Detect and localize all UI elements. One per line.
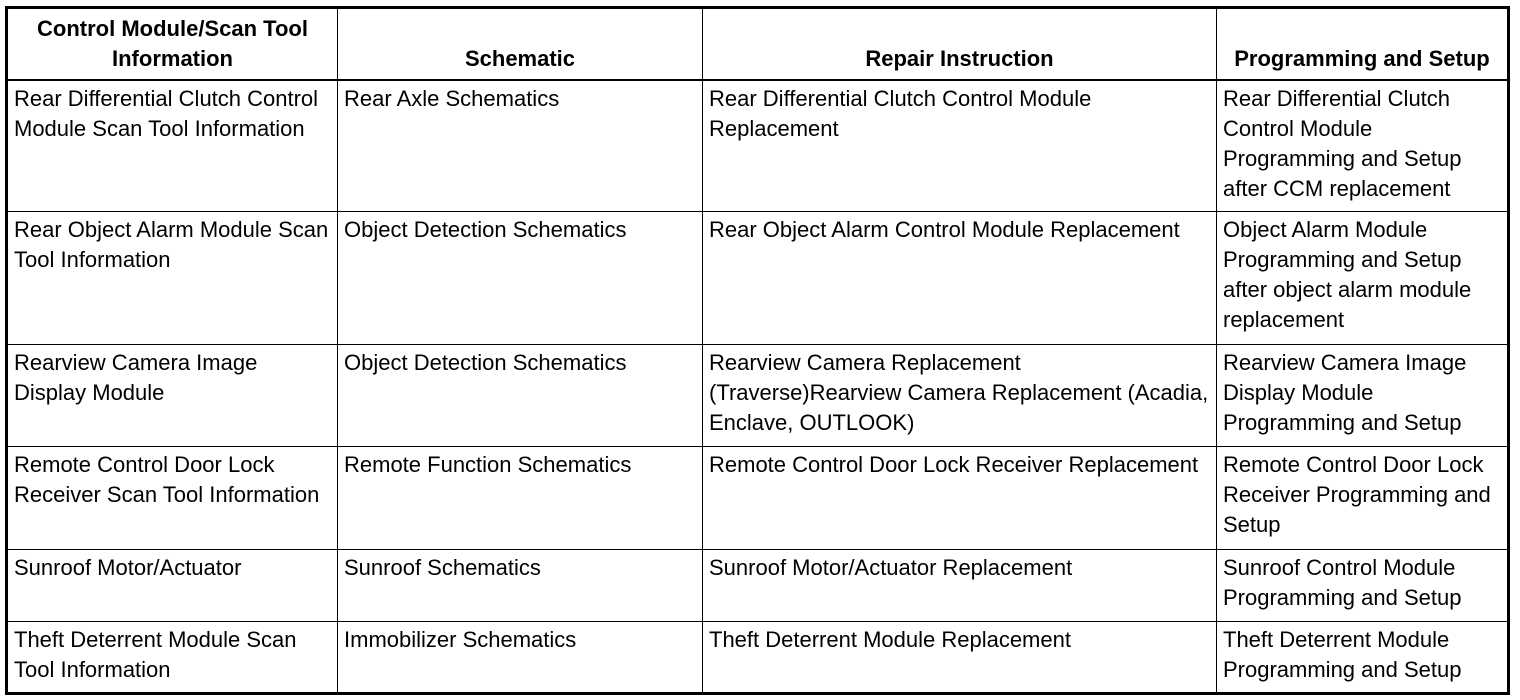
cell-programming-link[interactable]: Rearview Camera Image Display Module Programming and Setup: [1217, 345, 1509, 447]
cell-repair-instruction-link[interactable]: Rear Object Alarm Control Module Replacement: [703, 212, 1217, 345]
cell-schematic-link[interactable]: Object Detection Schematics: [338, 345, 703, 447]
table-row: [7, 550, 1509, 622]
cell-schematic-link[interactable]: Immobilizer Schematics: [338, 622, 703, 694]
module-reference-table: [5, 6, 1510, 695]
cell-programming-link[interactable]: Theft Deterrent Module Programming and Setup: [1217, 622, 1509, 694]
cell-programming-link[interactable]: Rear Differential Clutch Control Module Programming and Setup after CCM replacement: [1217, 80, 1509, 212]
header-programming-setup: Programming and Setup: [1217, 8, 1509, 80]
cell-repair-instruction-link[interactable]: Theft Deterrent Module Replacement: [703, 622, 1217, 694]
table-row: [7, 345, 1509, 447]
cell-programming-link[interactable]: Sunroof Control Module Programming and Setup: [1217, 550, 1509, 622]
table-row: [7, 80, 1509, 212]
cell-control-module: Rearview Camera Image Display Module: [7, 345, 338, 447]
cell-control-module: Remote Control Door Lock Receiver Scan Tool Information: [7, 447, 338, 550]
table-row: [7, 212, 1509, 345]
cell-repair-instruction-link[interactable]: Rearview Camera Replacement (Traverse)Rearview Camera Replacement (Acadia, Enclave, OUTLOOK): [703, 345, 1217, 447]
cell-schematic-link[interactable]: Remote Function Schematics: [338, 447, 703, 550]
cell-repair-instruction-link[interactable]: Sunroof Motor/Actuator Replacement: [703, 550, 1217, 622]
table-row: [7, 447, 1509, 550]
header-schematic: Schematic: [338, 8, 703, 80]
cell-programming-link[interactable]: Object Alarm Module Programming and Setup after object alarm module replacement: [1217, 212, 1509, 345]
cell-programming-link[interactable]: Remote Control Door Lock Receiver Programming and Setup: [1217, 447, 1509, 550]
table-row: [7, 622, 1509, 694]
table-header-row: [7, 8, 1509, 80]
cell-schematic-link[interactable]: Sunroof Schematics: [338, 550, 703, 622]
cell-control-module: Sunroof Motor/Actuator: [7, 550, 338, 622]
cell-schematic-link[interactable]: Object Detection Schematics: [338, 212, 703, 345]
cell-repair-instruction-link[interactable]: Remote Control Door Lock Receiver Replacement: [703, 447, 1217, 550]
cell-schematic-link[interactable]: Rear Axle Schematics: [338, 80, 703, 212]
cell-control-module: Theft Deterrent Module Scan Tool Information: [7, 622, 338, 694]
header-control-module: Control Module/Scan Tool Information: [7, 8, 338, 80]
header-repair-instruction: Repair Instruction: [703, 8, 1217, 80]
cell-control-module: Rear Object Alarm Module Scan Tool Information: [7, 212, 338, 345]
cell-repair-instruction-link[interactable]: Rear Differential Clutch Control Module Replacement: [703, 80, 1217, 212]
cell-control-module: Rear Differential Clutch Control Module Scan Tool Information: [7, 80, 338, 212]
